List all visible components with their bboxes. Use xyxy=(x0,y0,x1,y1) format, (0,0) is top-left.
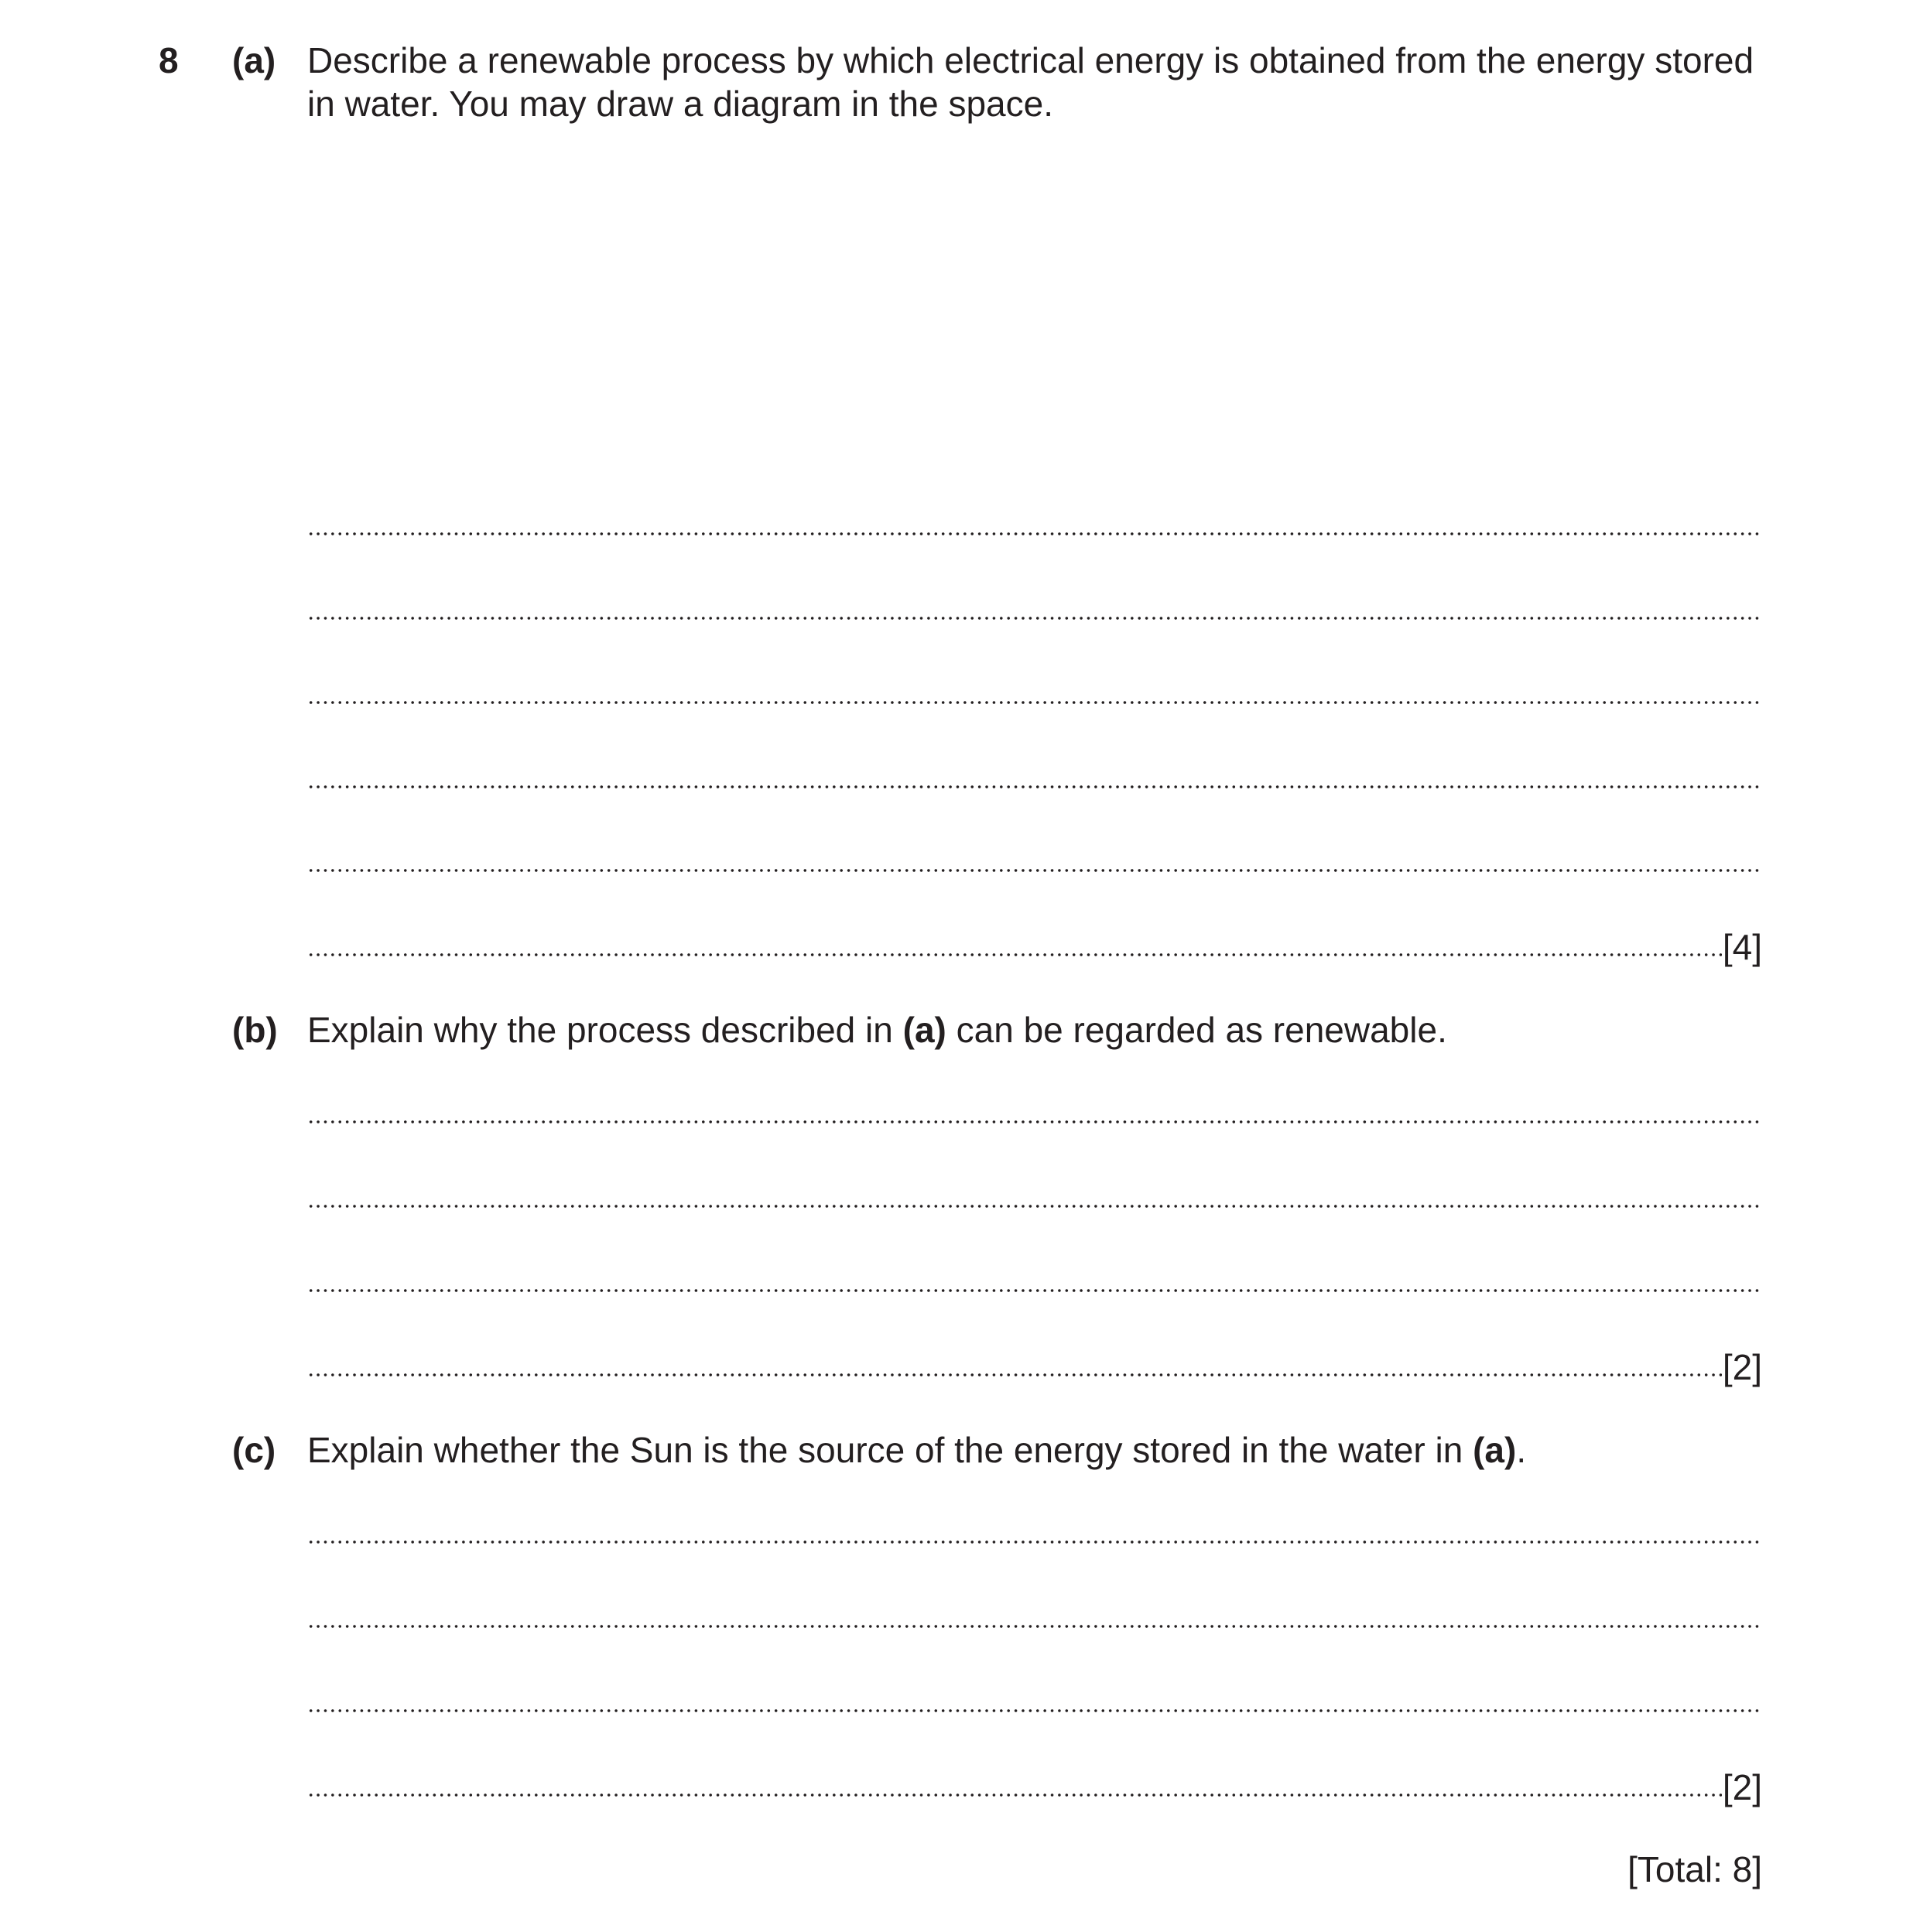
question-number: 8 xyxy=(159,40,179,80)
part-b-prompt-text-1: Explain why the process described in xyxy=(307,1010,903,1050)
part-c-answer-line-3[interactable] xyxy=(307,1708,1762,1713)
part-a-answer-line-6[interactable] xyxy=(307,952,1722,957)
part-c-prompt-text-2: . xyxy=(1516,1430,1527,1470)
part-a-answer-line-4[interactable] xyxy=(307,785,1762,789)
part-b-label: (b) xyxy=(232,1010,278,1050)
part-a-answer-line-5[interactable] xyxy=(307,868,1762,873)
part-b-prompt xyxy=(307,1008,1770,1051)
part-a-label: (a) xyxy=(232,40,276,80)
part-c-marks: [2] xyxy=(1722,1767,1762,1807)
part-b-marks: [2] xyxy=(1722,1347,1762,1387)
part-b-prompt-text-2: can be regarded as renewable. xyxy=(946,1010,1447,1050)
part-a-answer-line-1[interactable] xyxy=(307,532,1762,536)
part-a-prompt-line-1: Describe a renewable process by which electrical energy is obtained from the energy stored xyxy=(307,40,1754,80)
part-a-answer-line-2[interactable] xyxy=(307,616,1762,621)
part-a-prompt xyxy=(307,39,1770,125)
part-b-answer-line-3[interactable] xyxy=(307,1288,1762,1293)
part-b-answer-line-4[interactable] xyxy=(307,1373,1722,1377)
part-c-answer-line-1[interactable] xyxy=(307,1540,1762,1544)
part-c-answer-line-2[interactable] xyxy=(307,1624,1762,1629)
part-a-marks: [4] xyxy=(1722,927,1762,967)
part-b-answer-line-2[interactable] xyxy=(307,1204,1762,1209)
part-b-prompt-reference: (a) xyxy=(902,1010,946,1050)
part-b-answer-line-1[interactable] xyxy=(307,1120,1762,1124)
part-c-prompt-reference: (a) xyxy=(1473,1430,1517,1470)
question-total-marks: [Total: 8] xyxy=(1627,1849,1762,1889)
part-a-answer-line-3[interactable] xyxy=(307,700,1762,705)
part-c-answer-line-4[interactable] xyxy=(307,1793,1722,1797)
part-a-prompt-line-2: in water. You may draw a diagram in the space. xyxy=(307,84,1054,124)
part-c-prompt-text-1: Explain whether the Sun is the source of the energy stored in the water in xyxy=(307,1430,1473,1470)
part-c-prompt xyxy=(307,1428,1770,1472)
diagram-space[interactable] xyxy=(307,139,1762,487)
part-c-label: (c) xyxy=(232,1430,276,1470)
